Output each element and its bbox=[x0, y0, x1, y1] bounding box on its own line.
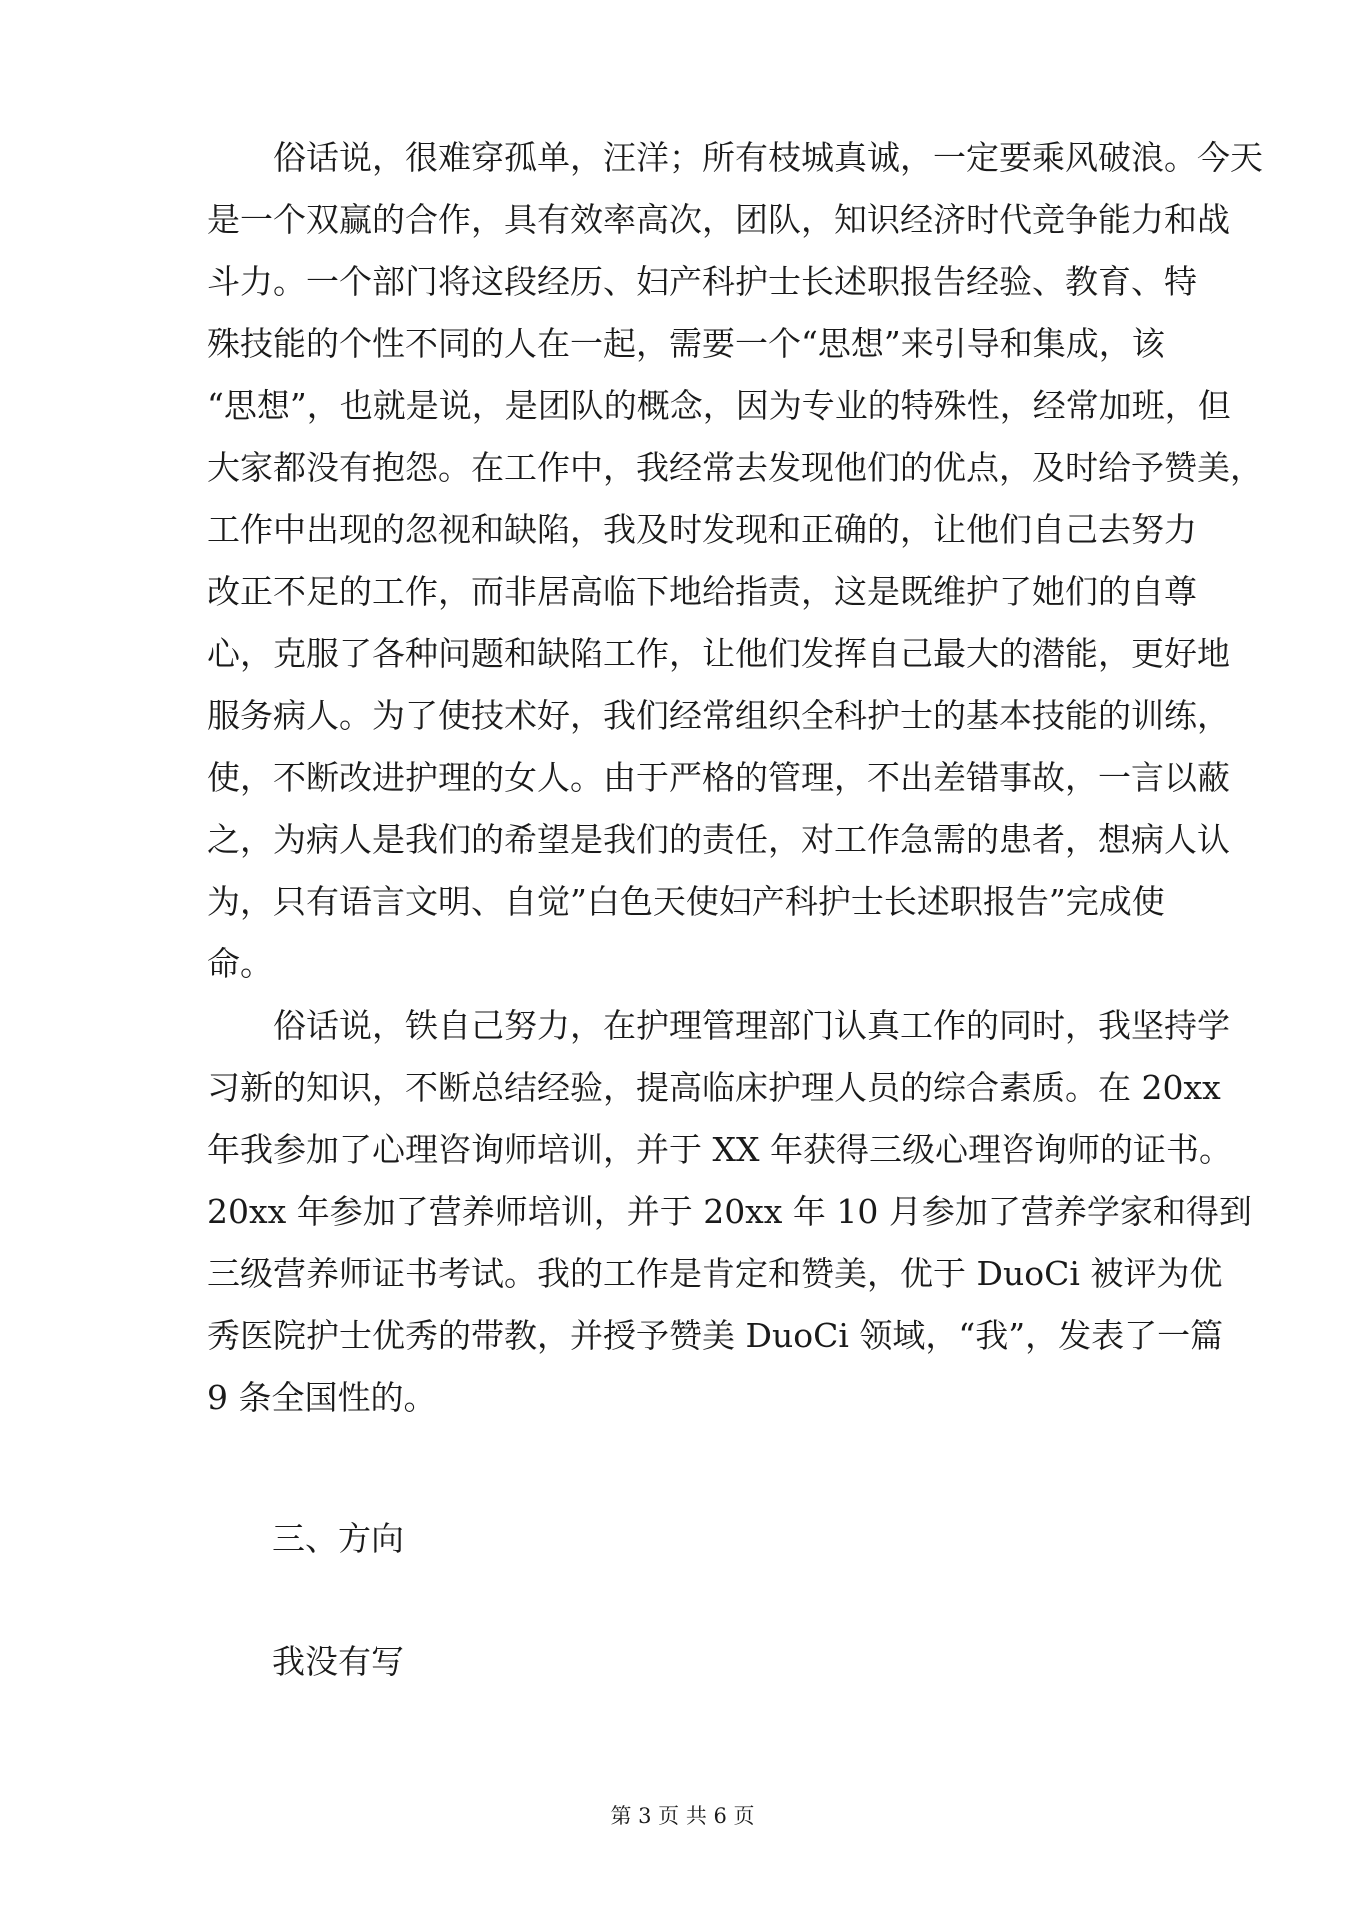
text-line: 20xx 年参加了营养师培训，并于 20xx 年 10 月参加了营养学家和得到 bbox=[207, 1192, 1252, 1231]
text-line: 俗话说，很难穿孤单，汪洋；所有枝城真诚，一定要乘风破浪。今天 bbox=[207, 138, 1263, 177]
text-line: 之，为病人是我们的希望是我们的责任，对工作急需的患者，想病人认 bbox=[207, 820, 1230, 859]
text-line: 大家都没有抱怨。在工作中，我经常去发现他们的优点，及时给予赞美， bbox=[207, 448, 1263, 487]
page-indicator: 第 3 页 共 6 页 bbox=[610, 1804, 755, 1828]
text-line: 改正不足的工作，而非居高临下地给指责，这是既维护了她们的自尊 bbox=[207, 572, 1197, 611]
section-body: 我没有写 bbox=[272, 1642, 404, 1681]
text-line: 殊技能的个性不同的人在一起，需要一个“思想”来引导和集成，该 bbox=[207, 324, 1165, 363]
text-line: 为，只有语言文明、自觉”白色天使妇产科护士长述职报告”完成使 bbox=[207, 882, 1165, 921]
text-line: 斗力。一个部门将这段经历、妇产科护士长述职报告经验、教育、特 bbox=[207, 262, 1197, 301]
text-line: 使，不断改进护理的女人。由于严格的管理，不出差错事故，一言以蔽 bbox=[207, 758, 1230, 797]
text-line: 秀医院护士优秀的带教，并授予赞美 DuoCi 领域，“我”，发表了一篇 bbox=[207, 1316, 1224, 1355]
text-line: 三级营养师证书考试。我的工作是肯定和赞美，优于 DuoCi 被评为优 bbox=[207, 1254, 1223, 1293]
text-line: 命。 bbox=[207, 944, 273, 983]
text-line: 是一个双赢的合作，具有效率高次，团队，知识经济时代竞争能力和战 bbox=[207, 200, 1230, 239]
text-line: 年我参加了心理咨询师培训，并于 XX 年获得三级心理咨询师的证书。 bbox=[207, 1130, 1232, 1169]
text-line: 心，克服了各种问题和缺陷工作，让他们发挥自己最大的潜能，更好地 bbox=[207, 634, 1230, 673]
text-line: “思想”，也就是说，是团队的概念，因为专业的特殊性，经常加班，但 bbox=[207, 386, 1231, 425]
text-line: 习新的知识，不断总结经验，提高临床护理人员的综合素质。在 20xx bbox=[207, 1068, 1221, 1107]
text-line: 俗话说，铁自己努力，在护理管理部门认真工作的同时，我坚持学 bbox=[207, 1006, 1230, 1045]
text-line: 服务病人。为了使技术好，我们经常组织全科护士的基本技能的训练， bbox=[207, 696, 1230, 735]
text-line: 工作中出现的忽视和缺陷，我及时发现和正确的，让他们自己去努力 bbox=[207, 510, 1197, 549]
text-line: 9 条全国性的。 bbox=[207, 1378, 437, 1417]
section-heading: 三、方向 bbox=[272, 1519, 404, 1558]
